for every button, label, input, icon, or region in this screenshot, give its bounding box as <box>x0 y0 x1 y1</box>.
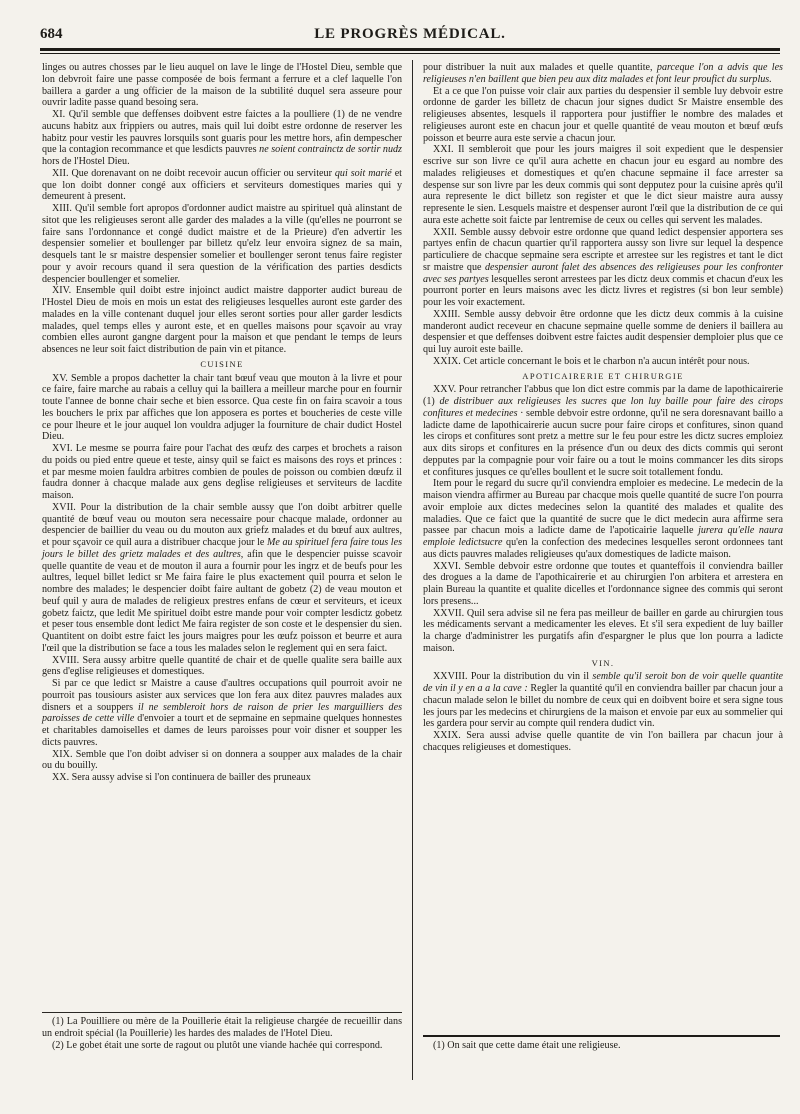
text-run: XXII. Semble aussy debvoir estre ordonne que quand ledict despensier apportera ses partyes enfin de chacun quartier qu'il rapportera aussy son livre sur lequel la despence particuliere de chacque sepmaine sera escripte et arrestee sur les registres et tant le dict sr maistre que <box>423 226 783 273</box>
page-header <box>40 26 780 46</box>
article-xvi: XVI. Le mesme se pourra faire pour l'achat des œufz des carpes et brochets a raison du poids ou pied entre queue et teste, ainsy quil se faict es maisons des roys et princes : et par mesme moien fauldra arbitres combien de poules de poisson ou combien dœufz il faudra donner à chacque malade aux gens deglise religieuses et serviteurs de lacdite maison. <box>42 443 402 501</box>
italic-run: despensier auront falet des absences des religieuses pour les confronter avec ses partyes <box>423 261 783 285</box>
page-number: 684 <box>40 26 63 42</box>
text-run: lesquelles seront arrestees par les dictz deux commis et chacun d'eux les pourront porter en leurs maisons avec les dictz livres et registres (si bon leur semble) pour les voir exactement. <box>423 273 783 308</box>
article-xvii <box>42 502 402 655</box>
text-run: d'envoier a tourt et de sepmaine en sepmaine quelques honnestes et charitables damoiselles et dames de leurs paroisses pour voir disner et soupper les dicts pauvres. <box>42 713 402 748</box>
italic-run: ne soient contrainctz de sortir nudz <box>259 144 402 156</box>
article-xiii: XIII. Qu'il semble fort apropos d'ordonner audict maistre au spirituel quà alinstant de sitot que les religieuses seront alle garder des malades a la ville (qu'elles ne pourront se faire sans l'ordonnance et congé dudict maistre et de la Prieure) d'en advertir les despensier somelier et boullenger par billetz qu'elz leur envoira signez de sa main, desquels tant le sr maistre despensier somelier et boullenger seront tenus faire register pour y avoir recours quand il sera question de la vérification des parties desdicts despencier boullenger et somelier. <box>42 203 402 285</box>
article-xii <box>42 168 402 203</box>
article-xxvii: XXVII. Quil sera advise sil ne fera pas meilleur de bailler en garde au chirurgien tous les médicaments servant a medicamenter les eleves. Et s'il sera expedient de luy bailler la charge d'administrer les purgatifs afin d'espargner le plus que lon pourra a ladicte maison. <box>423 607 783 654</box>
footnote-rule <box>42 1012 402 1013</box>
article-xiv: XIV. Ensemble quil doibt estre injoinct audict maistre dapporter audict bureau de l'Hostel Dieu de mois en mois un estat des religieuses lesquelles auront este garder des malades en la ville contenant duquel jour elles seront sorties pour aller garder lesdicts malades, quel temps elles y auront este, et en quelles maisons pour sçavoir au vray combien elles auront gangne dargent pour la maison et que pendant le temps de leurs absences ne leur soit faict distribution de pain vin et pitance. <box>42 285 402 355</box>
text-run: · semble debvoir estre ordonne, qu'il ne sera doresnavant baillo a ladicte dame de lapothicairerie aucun sucre pour faire cirops et confitures, sinon quand les cirops et confitures sont pretz a mettre sur le feu pour estre les dictz sucres emploiez aux dits sirops et confitures en la présence d'un ou deux des dicts commis qui seront depputes par la compagnie pour voir faire ou a tout le moins commancer les dits sirops et confitures jusques ce qu'elles boullent et le sucre soit totallement fondu. <box>423 407 783 478</box>
article-xv: XV. Semble a propos dachetter la chair tant bœuf veau que mouton à la livre et pour ce faire, faire marche au rabais a celluy qui la baillera a meilleur marche pour en fournir toute l'annee de bonne chair seche et bien essorce. Qua ceste fin on faira scavoir a tous les bouchers le prix par affiches que lon apposera es portes et boucheries de ceste ville ce pour lheure et le jour auquel lon vouldra adjuger la fourniture de chair dudict Hostel Dieu. <box>42 372 402 443</box>
left-column <box>42 62 402 784</box>
article-xxix-bois: XXIX. Cet article concernant le bois et le charbon n'a aucun intérêt pour nous. <box>433 355 750 367</box>
paragraph <box>42 678 402 749</box>
running-title: LE PROGRÈS MÉDICAL. <box>314 26 506 42</box>
article-xx: XX. Sera aussy advise si l'on continuera de bailler des pruneaux <box>52 772 311 783</box>
article-xxii <box>423 227 783 309</box>
text-run: XI. Qu'il semble que deffenses doibvent estre faictes a la poulliere (1) de ne vendre aucuns habitz aux frippiers ou autres, mais quil lui doibt estre ordonne de reserver les habitz pour vestir les pauvres lorsquils sont guaris pour les mettre hors, afin dempescher que la contagion recommance et que lesdicts pauvres <box>42 109 402 156</box>
italic-run: de distribuer aux religieuses les sucres que lon luy baille pour faire des cirops confitures et medecines <box>423 396 783 419</box>
paragraph <box>423 62 783 86</box>
text-run: et que lon doibt donner congé aux officiers et serviteurs domestiques maries qui y demeurent à present. <box>42 167 402 203</box>
header-rule-thin <box>40 53 780 54</box>
text-run: XVII. Pour la distribution de la chair semble aussy que l'on doibt arbitrer quelle quantité de bœuf veau ou mouton sera necessaire pour chacque malade, ordonner au despencier de baillier du veau ou du mouton aux griefz malades et du bœuf aux aultres, et pour sçavoir ce quil aura a distribuer chacque jour le <box>42 501 402 548</box>
footnote-rule <box>423 1035 780 1037</box>
text-run: XII. Que dorenavant on ne doibt recevoir aucun officier ou serviteur <box>52 167 332 179</box>
text-run: pour distribuer la nuit aux malades et quelle quantite, <box>423 62 653 73</box>
paragraph: linges ou autres chosses par le lieu auquel on lave le linge de l'Hostel Dieu, semble que lon debvroit faire une passe composée de bois fermant a ferrure et a clef laquelle l'on baillera a garder a ung officier de la maison de la subtilité duquel sera asseure pour ouvrir ladite passe quand besoing sera. <box>42 62 402 109</box>
text-run: hors de l'Hostel Dieu. <box>42 156 130 167</box>
text-run: qu'en la confection des medecines lesquelles seront ordonnees tant aus dicts pauvres malades religieuses qu'aux domestiques de ladicte maison. <box>423 537 784 560</box>
text-run: Item pour le regard du sucre qu'il conviendra emploier es medecine. Le medecin de la maison viendra affirmer au Bureau par chacque mois quelle quantité de sucre l'on pourra avoir emploie aux dictes medecines selon la quantité des malades et qualite des maladies. Que ce faict que la quantité de sucre que le dict medecin aura affirme sera passee par chacun mois a ladicte dame de l'apoticairie laquelle <box>423 478 783 537</box>
article-xxv <box>423 384 783 478</box>
right-footnotes <box>423 1040 783 1052</box>
paragraph: Et a ce que l'on puisse voir clair aux parties du despensier il semble luy debvoir estre ordonne de garder les billetz de chacun jour signes dudict Sr Maistre ensemble des religieuses absentes, lesquels il rapportera pour justiffier le nombre des malades et religieuses auront este en chacun jour et quelle quantité de veau mouton et bœuf œufs poisson et beurre aura este servie a chacun jour. <box>423 85 783 144</box>
text-run: XXVIII. Pour la distribution du vin il <box>433 671 590 683</box>
italic-run: jurera qu'elle naura emploie ledictsucre <box>423 525 783 548</box>
section-heading-cuisine: CUISINE <box>200 358 244 369</box>
italic-run: qui soit marié <box>334 167 392 179</box>
column-divider <box>412 60 413 1080</box>
article-xxiii: XXIII. Semble aussy debvoir être ordonne que les dictz deux commis à la cuisine manderont audict receveur en chacune sepmaine quelle somme de deniers il baillera au despensier et que deffenses doibvent estre faictes audit despensier demploier plus que ce qui luy auroit este baille. <box>423 308 783 355</box>
article-xix: XIX. Semble que l'on doibt adviser si on donnera a soupper aux malades de la chair ou du bouilly. <box>42 748 402 772</box>
article-xi <box>42 109 402 168</box>
right-column <box>423 62 783 754</box>
article-xxvi: XXVI. Semble debvoir estre ordonne que toutes et quanteffois il conviendra bailler des drogues a la dame de l'apothicairerie et au chirurgien l'on arbitera et arrestera en plain Bureau la quantite et qualite dicelles et l'ordonnance signee des commis qui seront lors presens... <box>423 560 783 607</box>
text-run: Si par ce que ledict sr Maistre a cause d'aultres occupations quil pourroit avoir ne pourroit pas tousiours asister aux services que lon fera aux ditez pauvres malades aux disners et a souppers <box>42 678 402 713</box>
article-xxi: XXI. Il sembleroit que pour les jours maigres il soit expedient que le despensier escrive sur son livre ce qu'il aura achette en chacun jour eu esgard au nombre des malades religieuses et domestiques et qu'en chacune sepmaine il face arrester sa despense sur son livre par les deux commis qui sont depputez pour la cuisine après qu'il aura represente le dict billetz son register et que le dict sieur maistre aura aussy represente le sien. Lesquels maistre et despenser auront l'œil que la distribution de ce qui aura este achette soit faicte par lentremise de ceux ou celles qui servent les malades. <box>423 144 783 226</box>
header-rule-thick <box>40 48 780 51</box>
article-xxviii <box>423 671 783 730</box>
italic-run: Me au spirituel fera faire tous les jours le billet des grietz malades et des aultres, <box>42 537 402 560</box>
footnote: (1) La Pouilliere ou mère de la Pouillerie était la religieuse chargée de recueillir dans un endroit spécial (la Pouillerie) les hardes des malades de l'Hotel Dieu. <box>42 1016 402 1039</box>
section-heading-vin: VIN. <box>591 657 615 668</box>
paragraph <box>423 478 783 560</box>
text-run: XXV. Pour retrancher l'abbus que lon dict estre commis par la dame de lapothicairerie (1) <box>423 384 783 407</box>
italic-run: il ne sembleroit hors de raison de prier les marguilliers des paroisses de cette ville <box>42 701 402 725</box>
left-footnotes <box>42 1016 402 1051</box>
text-run: Regler la quantité qu'il en conviendra bailler par chacun jour a chacun malade selon le billet du nombre de ceux qui en doibvent boire et sera signe tous les jours par les medecins et chirurgiens de la maison et envoie par eux au sommelier qui les gardera pour servir au compte quil rendera dudict vin. <box>423 683 783 730</box>
article-xxix-vin: XXIX. Sera aussi advise quelle quantite de vin l'on baillera par chacun jour à chacques religieuses et domestiques. <box>423 730 783 753</box>
section-heading-apoticairerie: APOTICAIRERIE ET CHIRURGIE <box>522 370 684 381</box>
italic-run: semble qu'il seroit bon de voir quelle quantite de vin il y en a a la cave : <box>423 671 783 694</box>
footnote: (2) Le gobet était une sorte de ragout ou plutôt une viande hachée qui correspond. <box>52 1039 383 1051</box>
footnote: (1) On sait que cette dame était une religieuse. <box>433 1040 621 1051</box>
article-xviii: XVIII. Sera aussy arbitre quelle quantité de chair et de quelle qualite sera baille aux gens d'eglise religieuses et domestiques. <box>42 654 402 678</box>
text-run: afin que le despencier puisse scavoir quelle quantite de veau et de mouton il aura a fournir pour les ingrz et de beufs pour les aultres, lequel billet ledict sr Me faira faire le plus exactement quil pourra et selon le nombre des malades; le despencier doibt faire aultant de gobetz (2) de veau mouton et beuf quil y aura de malades de religieux prestres enfans de cœur et serviteurs, et iceux gobetz faictz, que ledit Me spirituel doibt estre mande pour voir compter lesdictz gobetz et peser tous ensemble dont ledict Me faira register de son coste et le despensier du sien. Quantitent on doibt estre faict les jours maigres pour les œufz poisson et beurre et aura l'œil que la distribution se face a tous les malades selon le reglement qui en sera faict. <box>42 548 402 654</box>
italic-run: parceque l'on a advis que les religieuses n'en baillent que bien peu aux ditz malades et font leur proufict du surplus. <box>423 62 783 85</box>
